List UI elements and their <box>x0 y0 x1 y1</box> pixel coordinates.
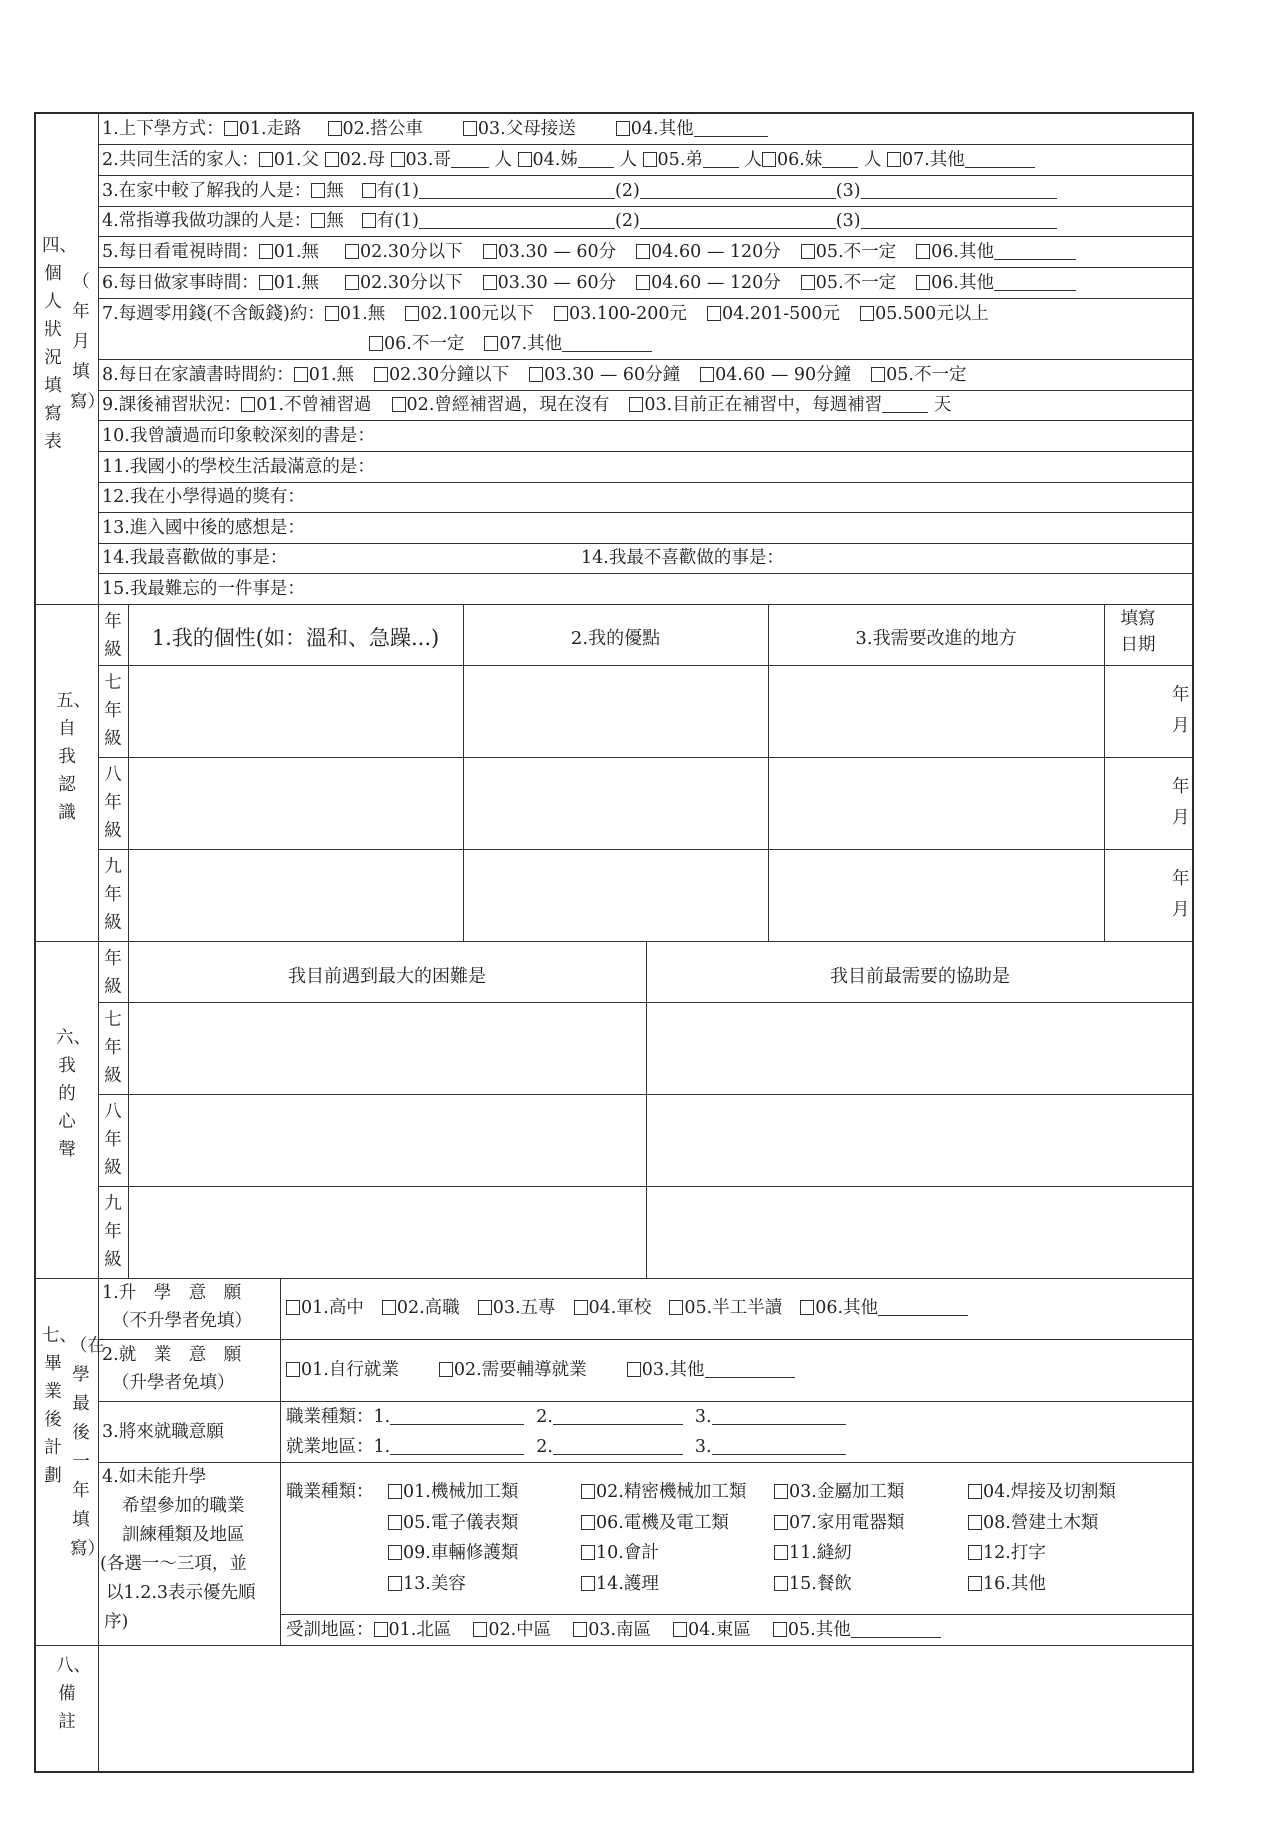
date-month: 月 <box>1172 808 1190 828</box>
r3-type-row: 職業種類：1. 2. 3. <box>286 1406 846 1428</box>
sec5-col-date: 填寫日期 <box>1120 609 1156 655</box>
sec6-grade-8: 八年級 <box>104 1102 122 1178</box>
r4-opt[interactable]: 13.美容 <box>388 1573 466 1595</box>
date-year: 年 <box>1172 777 1190 797</box>
q8-row: 8.每日在家讀書時間約： 01.無 02.30分鐘以下 03.30 — 60分鐘 04.60 — 90分鐘 05.不一定 <box>102 365 967 385</box>
sec5-col-strengths: 2.我的優點 <box>570 628 661 649</box>
sec6-grade-7: 七年級 <box>104 1010 122 1086</box>
sec6-grade-9: 九年級 <box>104 1194 122 1270</box>
remarks-area[interactable] <box>100 1647 1192 1771</box>
sec5-grade-8: 八年級 <box>104 765 122 841</box>
r4-label-1: 4.如未能升學 <box>102 1467 207 1487</box>
r4-opt[interactable]: 01.機械加工類 <box>388 1481 518 1503</box>
r4-opt[interactable]: 07.家用電器類 <box>774 1512 904 1534</box>
r2-options: 01.自行就業 02.需要輔導就業 03.其他 <box>286 1359 795 1381</box>
q13-row[interactable]: 13.進入國中後的感想是： <box>102 518 305 538</box>
date-month: 月 <box>1172 716 1190 736</box>
q7-row: 7.每週零用錢(不含飯錢)約： 01.無 02.100元以下 03.100-200元 04.201-500元 05.500元以上 <box>102 304 989 324</box>
r4-opt[interactable]: 15.餐飲 <box>774 1573 852 1595</box>
q1-row: 1.上下學方式： 01.走路 02.搭公車 03.父母接送 04.其他 <box>102 118 768 140</box>
r2-sub: （升學者免填） <box>112 1373 235 1393</box>
sec5-col-improve: 3.我需要改進的地方 <box>855 628 1017 649</box>
q15-row[interactable]: 15.我最難忘的一件事是： <box>102 579 305 599</box>
section-5-title: 五、自我認識 <box>56 691 91 823</box>
section-8-title: 八、備註 <box>56 1656 91 1732</box>
section-7-title: 七、畢業後計劃 <box>42 1326 77 1486</box>
q3-row: 3.在家中較了解我的人是： 無 有(1) (2) (3) <box>102 180 1057 202</box>
r4-opt[interactable]: 02.精密機械加工類 <box>581 1481 746 1503</box>
date-year: 年 <box>1172 869 1190 889</box>
q7-row-2: 06.不一定 07.其他 <box>369 333 652 355</box>
r4-opt[interactable]: 05.電子儀表類 <box>388 1512 518 1534</box>
r4-opt[interactable]: 14.護理 <box>581 1573 659 1595</box>
r4-opt[interactable]: 03.金屬加工類 <box>774 1481 904 1503</box>
r4-label-6: 序) <box>104 1612 129 1632</box>
r4-label-5: 以1.2.3表示優先順 <box>106 1583 256 1603</box>
r3-label: 3.將來就職意願 <box>102 1422 224 1442</box>
sec5-grade-7: 七年級 <box>104 673 122 749</box>
q4-row: 4.常指導我做功課的人是： 無 有(1) (2) (3) <box>102 210 1057 232</box>
q14-like[interactable]: 14.我最喜歡做的事是： <box>102 548 288 568</box>
r4-opt[interactable]: 08.營建土木類 <box>968 1512 1098 1534</box>
r4-label-3: 訓練種類及地區 <box>122 1525 245 1545</box>
section-4-title: 四、個人狀況填寫表 <box>42 236 77 452</box>
r4-opt[interactable]: 16.其他 <box>968 1573 1046 1595</box>
section-4-fill-note: （ 年 月填寫） <box>70 272 108 412</box>
r1-label: 1.升 學 意 願 <box>102 1283 242 1303</box>
r4-label-4: (各選一～三項，並 <box>100 1554 247 1574</box>
sec5-grade-header: 年級 <box>104 612 122 660</box>
q9-row: 9.課後補習狀況： 01.不曾補習過 02.曾經補習過，現在沒有 03.目前正在補習中，每週補習 天 <box>102 395 952 415</box>
r4-area-row: 受訓地區： 01.北區 02.中區 03.南區 04.東區 05.其他 <box>286 1619 941 1641</box>
r4-opt[interactable]: 11.縫紉 <box>774 1542 852 1564</box>
r4-label-2: 希望參加的職業 <box>122 1496 245 1516</box>
sec5-col-personality: 1.我的個性(如：溫和、急躁...) <box>151 626 440 650</box>
q10-row[interactable]: 10.我曾讀過而印象較深刻的書是： <box>102 426 375 446</box>
r4-opt[interactable]: 10.會計 <box>581 1542 659 1564</box>
r1-sub: （不升學者免填） <box>112 1311 252 1331</box>
section-6-title: 六、我的心聲 <box>56 1028 91 1160</box>
r4-opt[interactable]: 09.車輛修護類 <box>388 1542 518 1564</box>
checkbox[interactable] <box>224 121 238 136</box>
q6-row: 6.每日做家事時間： 01.無 02.30分以下 03.30 — 60分 04.60 — 120分 05.不一定 06.其他 <box>102 272 1076 294</box>
r4-opt[interactable]: 04.焊接及切割類 <box>968 1481 1116 1503</box>
r1-options: 01.高中 02.高職 03.五專 04.軍校 05.半工半讀 06.其他 <box>286 1297 968 1319</box>
r3-area-row: 就業地區：1. 2. 3. <box>286 1436 846 1458</box>
r2-label: 2.就 業 意 願 <box>102 1345 242 1365</box>
student-record-form <box>34 112 1194 1773</box>
sec6-grade-header: 年級 <box>104 949 122 997</box>
q12-row[interactable]: 12.我在小學得過的獎有： <box>102 487 305 507</box>
date-month: 月 <box>1172 900 1190 920</box>
r4-opt[interactable]: 06.電機及電工類 <box>581 1512 729 1534</box>
r4-type-label: 職業種類： <box>286 1482 374 1502</box>
sec6-col-difficulty: 我目前遇到最大的困難是 <box>288 966 486 987</box>
q11-row[interactable]: 11.我國小的學校生活最滿意的是： <box>102 457 375 477</box>
other-blank[interactable] <box>694 120 768 137</box>
q14-dislike[interactable]: 14.我最不喜歡做的事是： <box>581 548 784 568</box>
sec5-grade-9: 九年級 <box>104 857 122 933</box>
q5-row: 5.每日看電視時間： 01.無 02.30分以下 03.30 — 60分 04.60 — 120分 05.不一定 06.其他 <box>102 241 1076 263</box>
section-7-fill-note: （在學最後一年填寫） <box>70 1336 105 1559</box>
date-year: 年 <box>1172 685 1190 705</box>
q2-row: 2.共同生活的家人： 01.父 02.母 03.哥 人 04.姊 人 05.弟 人 06.妹 人 07.其他 <box>102 149 1035 171</box>
sec6-col-help: 我目前最需要的協助是 <box>830 966 1010 987</box>
r4-opt[interactable]: 12.打字 <box>968 1542 1046 1564</box>
